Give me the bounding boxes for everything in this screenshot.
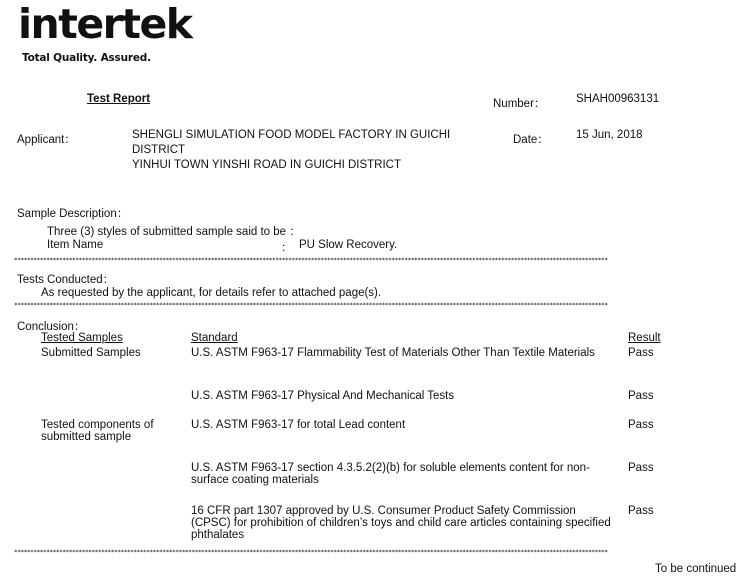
col-header-tested-samples: Tested Samples	[41, 332, 123, 344]
sample-description-label: Sample Description：	[17, 208, 129, 220]
tests-conducted-label: Tests Conducted：	[17, 274, 115, 286]
table-cell-result: Pass	[628, 347, 654, 359]
table-cell-sample: Submitted Samples	[41, 347, 141, 359]
separator-line: ****************************************************************************************************************************************************************************************	[14, 549, 608, 556]
item-name-value: PU Slow Recovery.	[299, 239, 398, 251]
table-cell-sample: Tested components of submitted sample	[41, 419, 154, 443]
table-cell-standard: U.S. ASTM F963-17 section 4.3.5.2(2)(b) for soluble elements content for non-surface coating materials	[191, 462, 590, 486]
report-date: 15 Jun, 2018	[576, 129, 643, 141]
conclusion-label: Conclusion：	[17, 321, 86, 333]
table-cell-standard: U.S. ASTM F963-17 for total Lead content	[191, 419, 406, 431]
applicant-address: YINHUI TOWN YINSHI ROAD IN GUICHI DISTRICT	[132, 159, 401, 171]
table-cell-standard: U.S. ASTM F963-17 Physical And Mechanical Tests	[191, 390, 455, 402]
table-cell-result: Pass	[628, 390, 654, 402]
separator-line: ****************************************************************************************************************************************************************************************	[14, 257, 608, 264]
table-cell-result: Pass	[628, 419, 654, 431]
number-label: Number：	[493, 98, 546, 110]
sample-description-text: Three (3) styles of submitted sample said to be ：	[47, 226, 301, 238]
table-cell-result: Pass	[628, 462, 654, 474]
to-be-continued: To be continued	[655, 563, 737, 575]
report-number: SHAH00963131	[576, 93, 660, 105]
col-header-result: Result	[628, 332, 661, 344]
separator-line: ****************************************************************************************************************************************************************************************	[14, 302, 608, 309]
report-title: Test Report	[87, 93, 151, 105]
applicant-label: Applicant：	[17, 134, 76, 146]
item-name-colon: ：	[281, 242, 293, 254]
applicant-name-line1: SHENGLI SIMULATION FOOD MODEL FACTORY IN GUICHI	[132, 129, 451, 141]
intertek-logo: intertek	[18, 0, 192, 48]
col-header-standard: Standard	[191, 332, 238, 344]
item-name-label: Item Name	[47, 239, 104, 251]
tests-conducted-text: As requested by the applicant, for details refer to attached page(s).	[41, 287, 382, 299]
logo-tagline: Total Quality. Assured.	[22, 52, 151, 64]
date-label: Date：	[513, 134, 549, 146]
table-cell-result: Pass	[628, 505, 654, 517]
applicant-name-line2: DISTRICT	[132, 144, 186, 156]
table-cell-standard: 16 CFR part 1307 approved by U.S. Consumer Product Safety Commission (CPSC) for prohibition of children’s toys and child care articles containing specified phthalates	[191, 505, 611, 541]
table-cell-standard: U.S. ASTM F963-17 Flammability Test of Materials Other Than Textile Materials	[191, 347, 595, 359]
